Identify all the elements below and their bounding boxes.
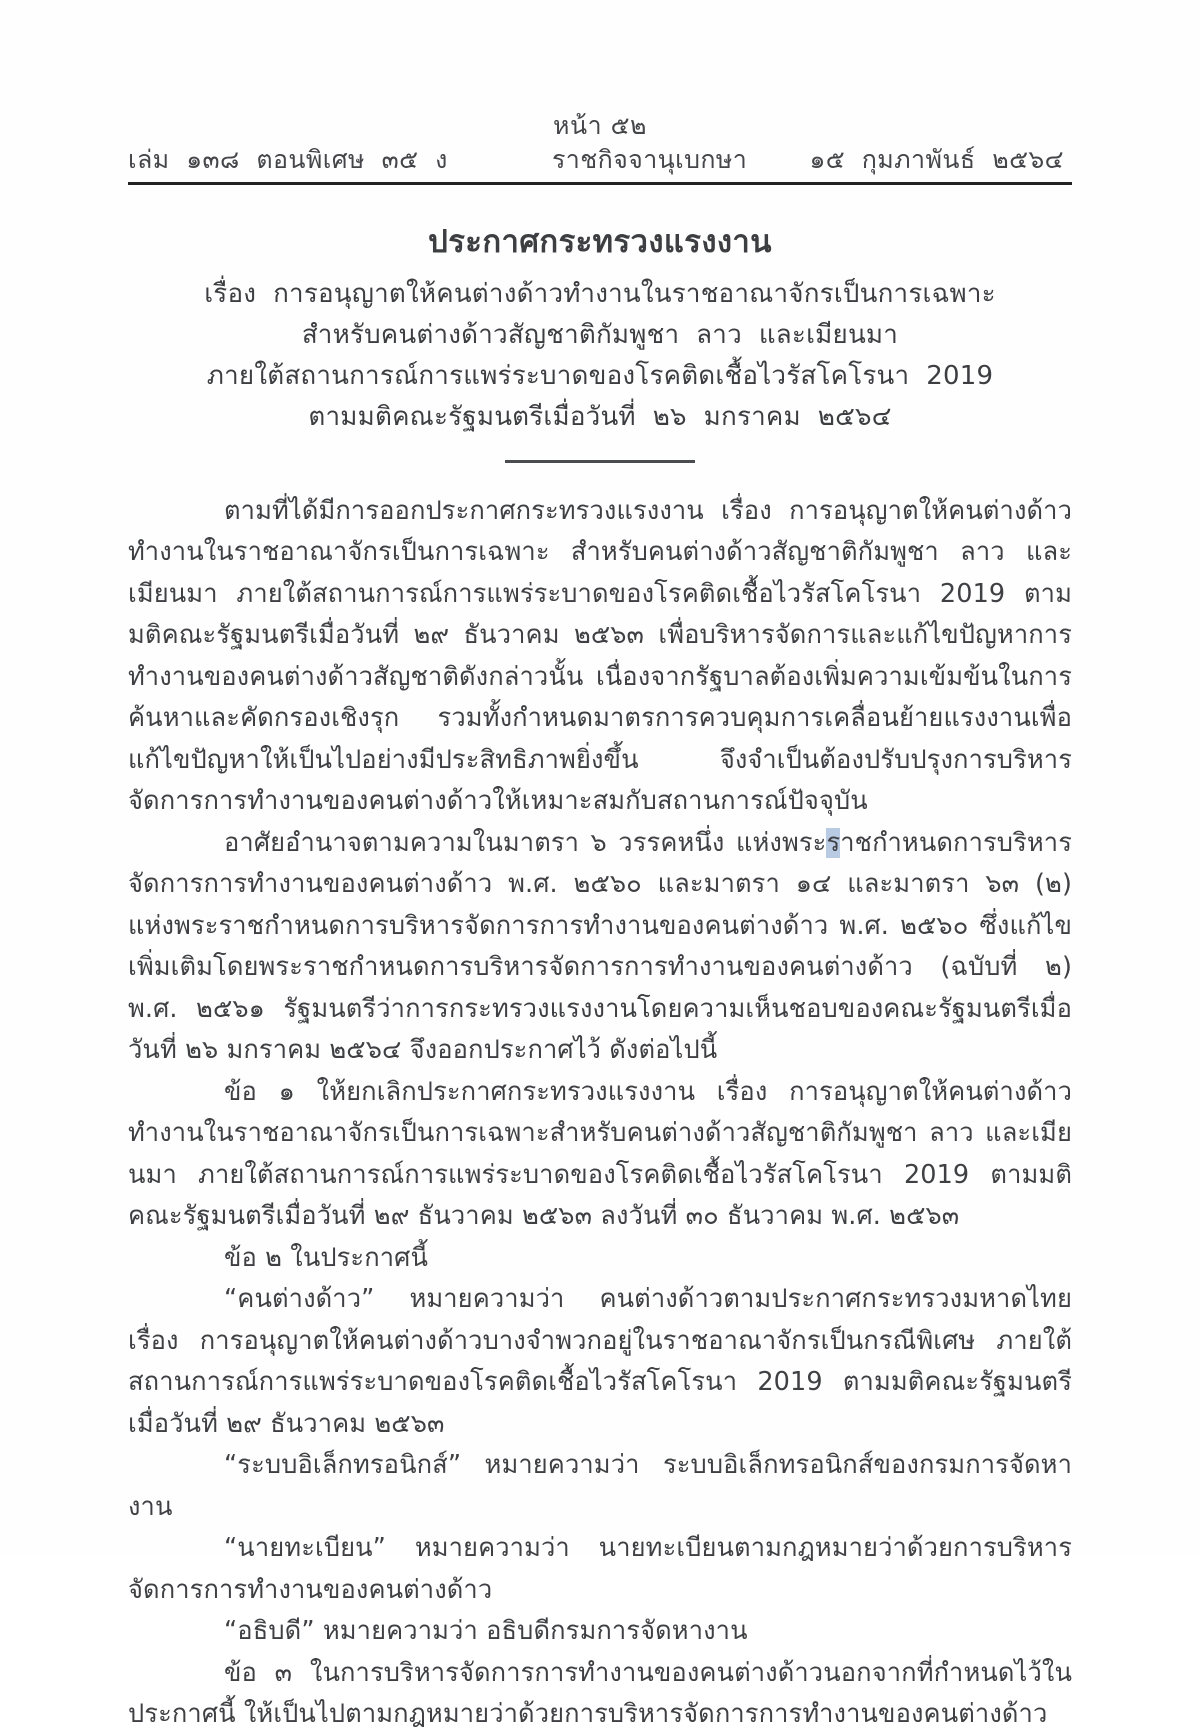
title-divider-rule [505,460,695,463]
paragraph-clause-2: ข้อ ๒ ในประกาศนี้ [224,1242,429,1273]
title-block [128,223,1072,463]
document-title: ประกาศกระทรวงแรงงาน [428,223,772,260]
document-subtitle-line-4: ตามมติคณะรัฐมนตรีเมื่อวันที่ ๒๖ มกราคม ๒๕๖๔ [308,401,892,432]
paragraph-definition-registrar: “นายทะเบียน” หมายความว่า นายทะเบียนตามกฎหมายว่าด้วยการบริหารจัดการการทำงานของคนต่างด้าว [128,1533,1072,1605]
paragraph-preamble-2-after: าชกำหนดการบริหารจัดการการทำงานของคนต่างด้าว พ.ศ. ๒๕๖๐ และมาตรา ๑๔ และมาตรา ๖๓ (๒) แห่งพระราชกำหนดการบริหารจัดการการทำงานของคนต่างด้าว พ.ศ. ๒๕๖๐ ซึ่งแก้ไขเพิ่มเติมโดยพระราชกำหนดการบริหารจัดการการทำงานของคนต่างด้าว (ฉบับที่ ๒) พ.ศ. ๒๕๖๑ รัฐมนตรีว่าการกระทรวงแรงงานโดยความเห็นชอบของคณะรัฐมนตรีเมื่อวันที่ ๒๖ มกราคม ๒๕๖๔ จึงออกประกาศไว้ ดังต่อไปนี้ [128,827,1072,1066]
document-body [128,491,1072,1736]
header-divider-rule [128,182,1072,185]
running-head [128,0,1072,185]
selected-character-highlight: ร [826,827,841,858]
publication-date: ๑๕ กุมภาพันธ์ ๒๕๖๔ [809,144,1064,174]
page-number-label: หน้า ๕๒ [553,111,647,140]
document-subtitle-line-3: ภายใต้สถานการณ์การแพร่ระบาดของโรคติดเชื้อไวรัสโคโรนา 2019 [206,360,994,391]
document-subtitle-line-2: สำหรับคนต่างด้าวสัญชาติกัมพูชา ลาว และเมียนมา [301,319,899,350]
paragraph-definition-director-general: “อธิบดี” หมายความว่า อธิบดีกรมการจัดหางาน [224,1616,748,1647]
paragraph-preamble-2 [128,823,1072,1072]
paragraph-clause-1: ข้อ ๑ ให้ยกเลิกประกาศกระทรวงแรงงาน เรื่อง การอนุญาตให้คนต่างด้าวทำงานในราชอาณาจักรเป็นการเฉพาะสำหรับคนต่างด้าวสัญชาติกัมพูชา ลาว และเมียนมา ภายใต้สถานการณ์การแพร่ระบาดของโรคติดเชื้อไวรัสโคโรนา 2019 ตามมติคณะรัฐมนตรีเมื่อวันที่ ๒๙ ธันวาคม ๒๕๖๓ ลงวันที่ ๓๐ ธันวาคม พ.ศ. ๒๕๖๓ [128,1076,1072,1232]
running-head-row [128,145,1072,175]
paragraph-definition-electronic-system: “ระบบอิเล็กทรอนิกส์” หมายความว่า ระบบอิเล็กทรอนิกส์ของกรมการจัดหางาน [128,1450,1072,1522]
paragraph-definition-alien: “คนต่างด้าว” หมายความว่า คนต่างด้าวตามประกาศกระทรวงมหาดไทย เรื่อง การอนุญาตให้คนต่างด้าวบางจำพวกอยู่ในราชอาณาจักรเป็นกรณีพิเศษ ภายใต้สถานการณ์การแพร่ระบาดของโรคติดเชื้อไวรัสโคโรนา 2019 ตามมติคณะรัฐมนตรีเมื่อวันที่ ๒๙ ธันวาคม ๒๕๖๓ [128,1284,1072,1439]
paragraph-clause-3: ข้อ ๓ ในการบริหารจัดการการทำงานของคนต่างด้าวนอกจากที่กำหนดไว้ในประกาศนี้ ให้เป็นไปตามกฎหมายว่าด้วยการบริหารจัดการการทำงานของคนต่างด้าว [128,1657,1072,1730]
page-content [128,0,1072,1736]
volume-issue-label: เล่ม ๑๓๘ ตอนพิเศษ ๓๕ ง [128,144,448,174]
document-subtitle-line-1: เรื่อง การอนุญาตให้คนต่างด้าวทำงานในราชอาณาจักรเป็นการเฉพาะ [204,278,996,309]
publication-name: ราชกิจจานุเบกษา [551,144,748,174]
paragraph-preamble-1: ตามที่ได้มีการออกประกาศกระทรวงแรงงาน เรื่อง การอนุญาตให้คนต่างด้าวทำงานในราชอาณาจักรเป็นการเฉพาะ สำหรับคนต่างด้าวสัญชาติกัมพูชา ลาว และเมียนมา ภายใต้สถานการณ์การแพร่ระบาดของโรคติดเชื้อไวรัสโคโรนา 2019 ตามมติคณะรัฐมนตรีเมื่อวันที่ ๒๙ ธันวาคม ๒๕๖๓ เพื่อบริหารจัดการและแก้ไขปัญหาการทำงานของคนต่างด้าวสัญชาติดังกล่าวนั้น เนื่องจากรัฐบาลต้องเพิ่มความเข้มข้นในการค้นหาและคัดกรองเชิงรุก รวมทั้งกำหนดมาตรการควบคุมการเคลื่อนย้ายแรงงานเพื่อแก้ไขปัญหาให้เป็นไปอย่างมีประสิทธิภาพยิ่งขึ้น จึงจำเป็นต้องปรับปรุงการบริหารจัดการการทำงานของคนต่างด้าวให้เหมาะสมกับสถานการณ์ปัจจุบัน [128,495,1072,817]
paragraph-preamble-2-before: อาศัยอำนาจตามความในมาตรา ๖ วรรคหนึ่ง แห่งพระ [224,827,827,858]
